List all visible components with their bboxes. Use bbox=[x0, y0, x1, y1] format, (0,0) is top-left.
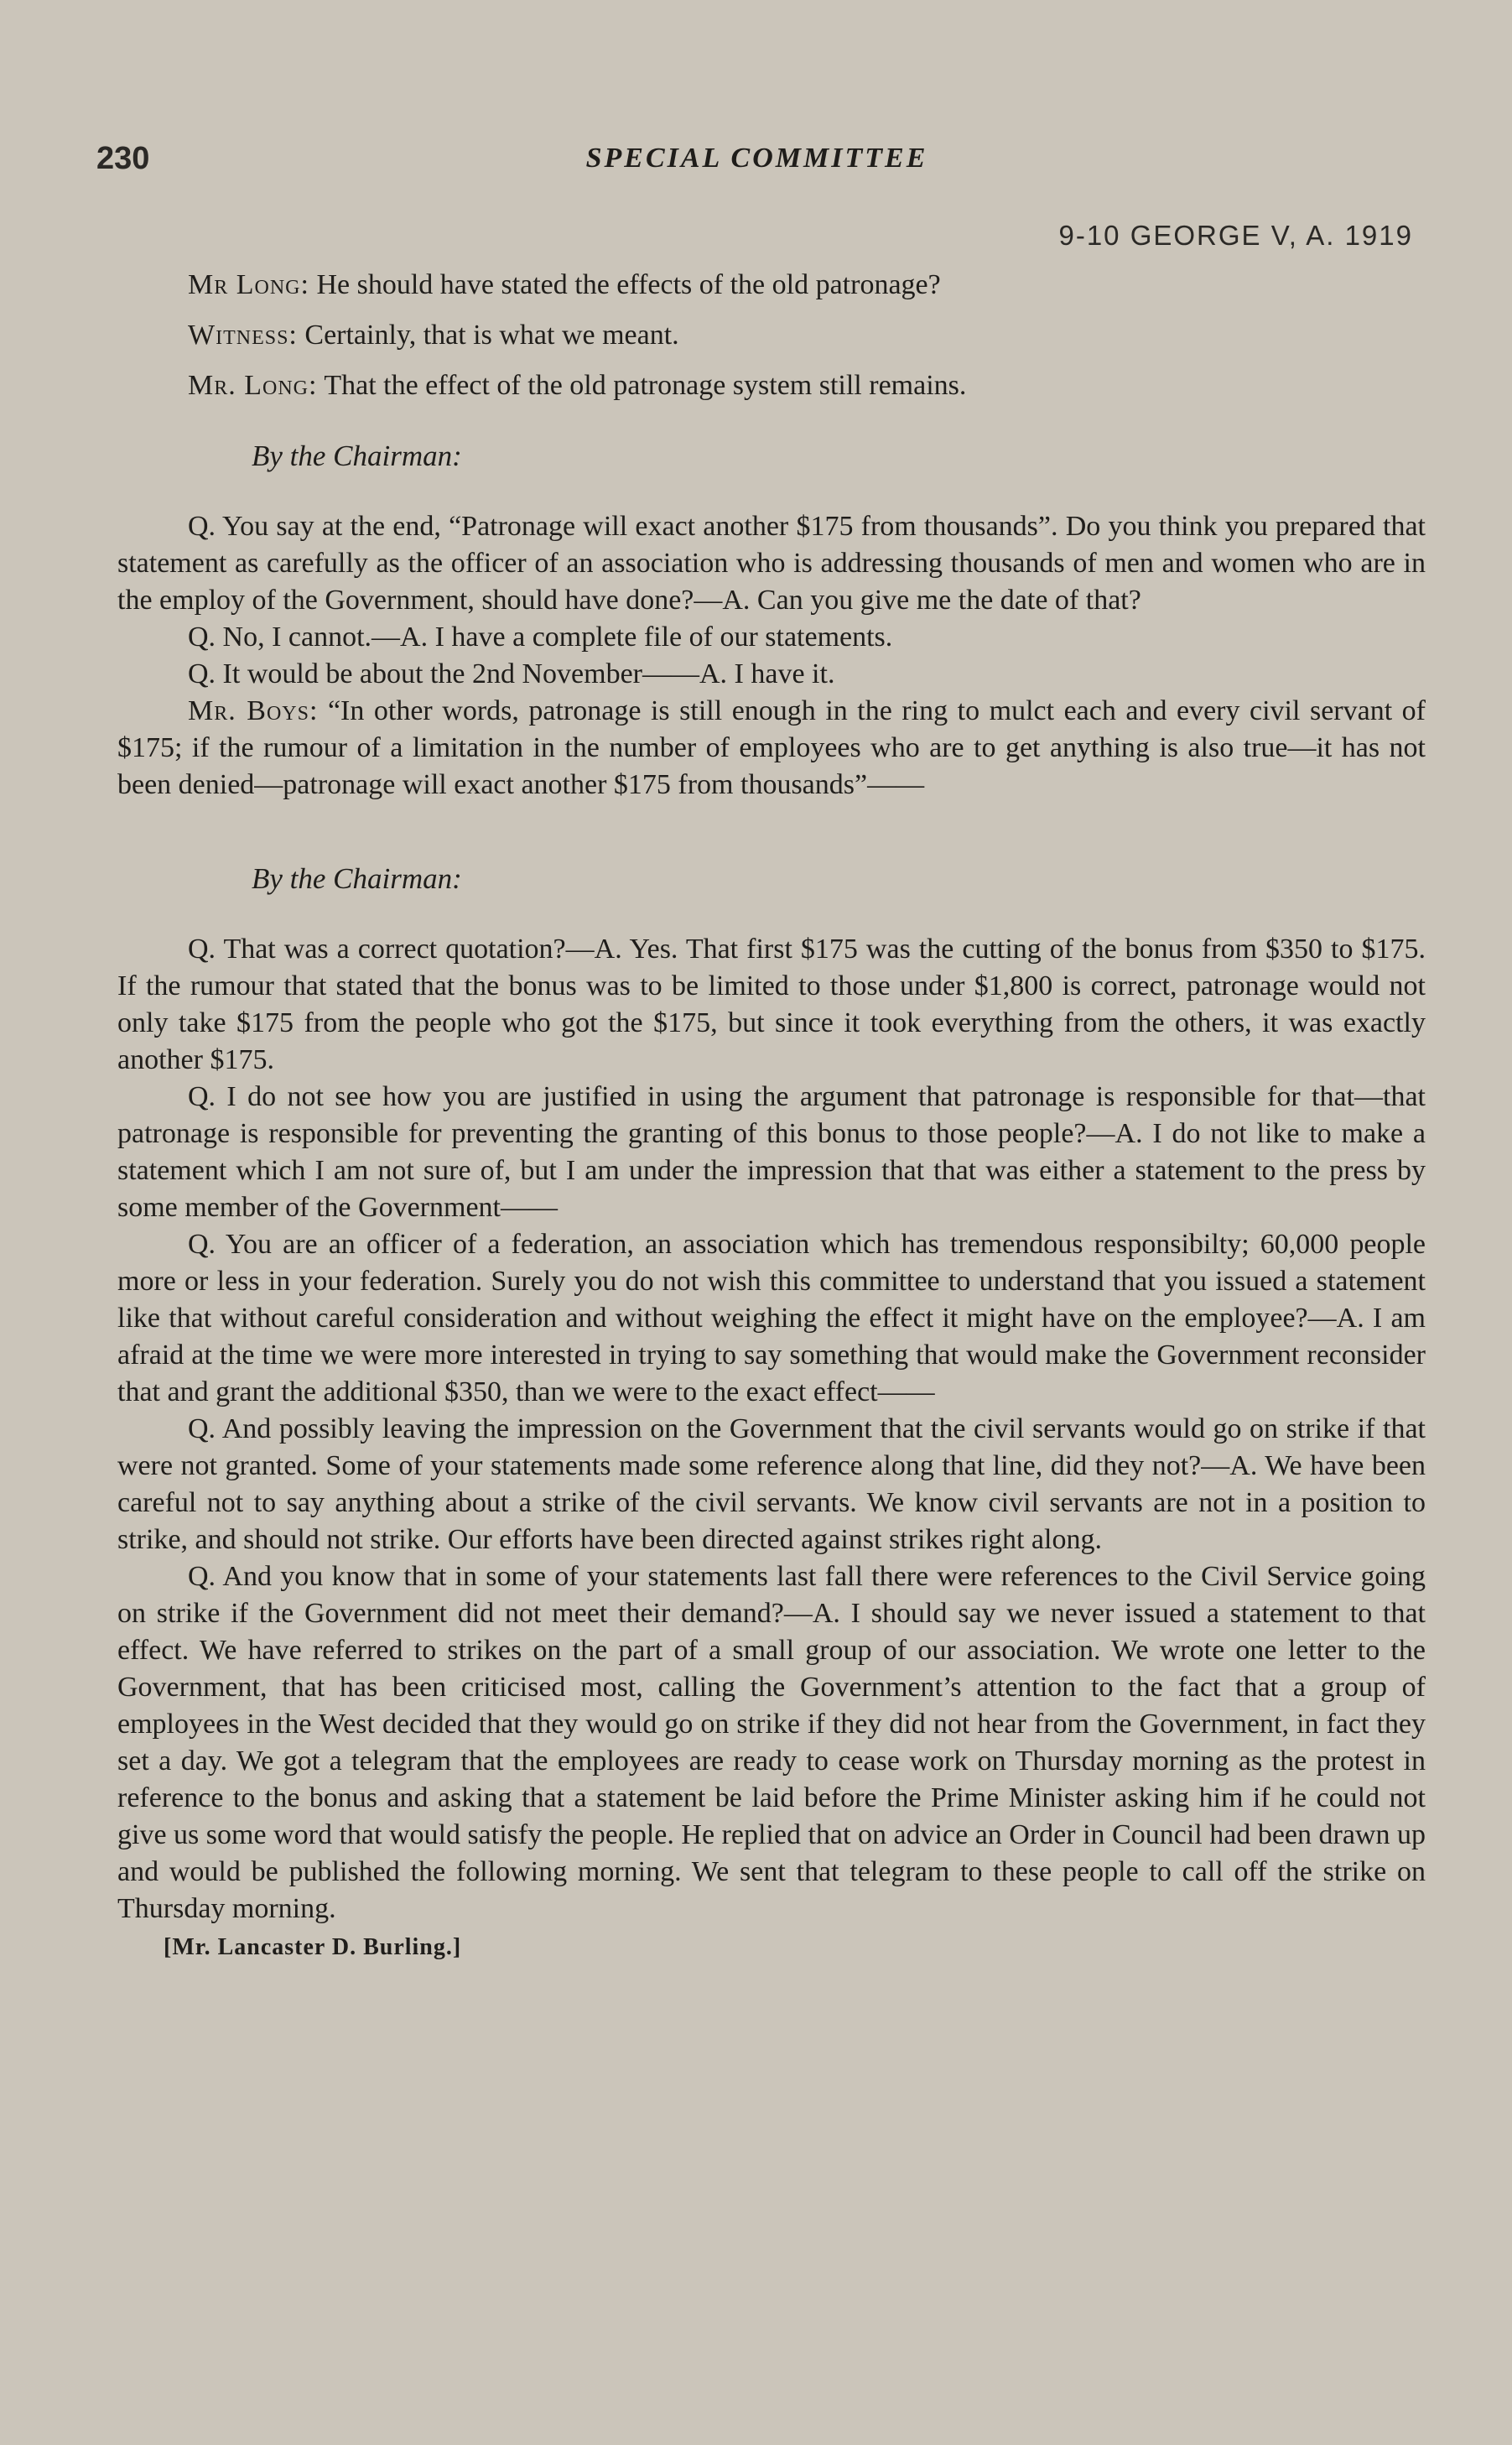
paragraph: Q. I do not see how you are justified in using the argument that patronage is responsible for that—that patronage is responsible for preventing the granting of this bonus to those people?—A. I do not like to make a statement which I am not sure of, but I am under the impression that that was either a statement to the press by some member of the Government—— bbox=[117, 1081, 1426, 1223]
speaker-name: Mr. Boys: bbox=[188, 695, 319, 726]
exchange-line bbox=[117, 317, 1426, 354]
speech-text: Certainly, that is what we meant. bbox=[304, 320, 679, 351]
paragraph: Q. You are an officer of a federation, an association which has tremendous responsibilty; 60,000 people more or less in your federation. Surely you do not wish this committee to understand that you issued a statement like that without careful consideration and without weighing the effect it might have on the employee?—A. I am afraid at the time we were more interested in trying to say something that would make the Government reconsider that and grant the additional $350, than we were to the exact effect—— bbox=[117, 1229, 1426, 1407]
paragraph-boys bbox=[117, 693, 1426, 804]
speaker-name: Witness: bbox=[188, 320, 298, 351]
session-label: 9-10 GEORGE V, A. 1919 bbox=[1058, 220, 1413, 251]
speech-text: That the effect of the old patronage system still remains. bbox=[324, 370, 967, 401]
paragraph: Q. And you know that in some of your statements last fall there were references to the Civil Service going on strike if the Government did not meet their demand?—A. I should say we never issued a statement to that effect. We have referred to strikes on the part of a small group of our association. We wrote one letter to the Government, that has been criticised most, calling the Government’s attention to the fact that a group of employees in the West decided that they would go on strike if they did not hear from the Government, in fact they set a day. We got a telegram that the employees are ready to cease work on Thursday morning as the protest in reference to the bonus and asking that a statement be laid before the Prime Minister asking him if he could not give us some word that would satisfy the people. He replied that on advice an Order in Council had been drawn up and would be published the following morning. We sent that telegram to these people to call off the strike on Thursday morning. bbox=[117, 1561, 1426, 1924]
paragraph: Q. No, I cannot.—A. I have a complete file of our statements. bbox=[188, 622, 893, 653]
section-heading: By the Chairman: bbox=[252, 440, 462, 472]
document-body bbox=[117, 267, 1426, 1966]
page-number: 230 bbox=[96, 141, 150, 176]
paragraph: Q. You say at the end, “Patronage will exact another $175 from thousands”. Do you think you prepared that statement as carefully as the officer of an association who is addressing thousands of men and women who are in the employ of the Government, should have done?—A. Can you give me the date of that? bbox=[117, 511, 1426, 616]
speech-text: “In other words, patronage is still enough in the ring to mulct each and every civil servant of $175; if the rumour of a limitation in the number of employees who are to get anything is also true—it has not been denied—patronage will exact another $175 from thousands”—— bbox=[117, 695, 1426, 800]
speech-text: He should have stated the effects of the old patronage? bbox=[316, 269, 941, 300]
paragraph: Q. That was a correct quotation?—A. Yes. That first $175 was the cutting of the bonus from $350 to $175. If the rumour that stated that the bonus was to be limited to those under $1,800 is correct, patronage would not only take $175 from the people who got the $175, but since it took everything from the others, it was exactly another $175. bbox=[117, 934, 1426, 1075]
paragraph: Q. It would be about the 2nd November——A. I have it. bbox=[188, 658, 835, 689]
speaker-name: Mr. Long: bbox=[188, 370, 318, 401]
speaker-name: Mr Long: bbox=[188, 269, 309, 300]
exchange-line bbox=[117, 367, 1426, 404]
exchange-line bbox=[117, 267, 1426, 304]
paragraph: Q. And possibly leaving the impression on the Government that the civil servants would go on strike if that were not granted. Some of your statements made some reference along that line, did they not?—A. We have been careful not to say anything about a strike of the civil servants. We know civil servants are not in a position to strike, and should not strike. Our efforts have been directed against strikes right along. bbox=[117, 1413, 1426, 1555]
running-title: SPECIAL COMMITTEE bbox=[585, 143, 928, 174]
witness-footer: [Mr. Lancaster D. Burling.] bbox=[164, 1934, 462, 1960]
section-heading: By the Chairman: bbox=[252, 862, 462, 895]
running-head bbox=[96, 141, 1417, 183]
